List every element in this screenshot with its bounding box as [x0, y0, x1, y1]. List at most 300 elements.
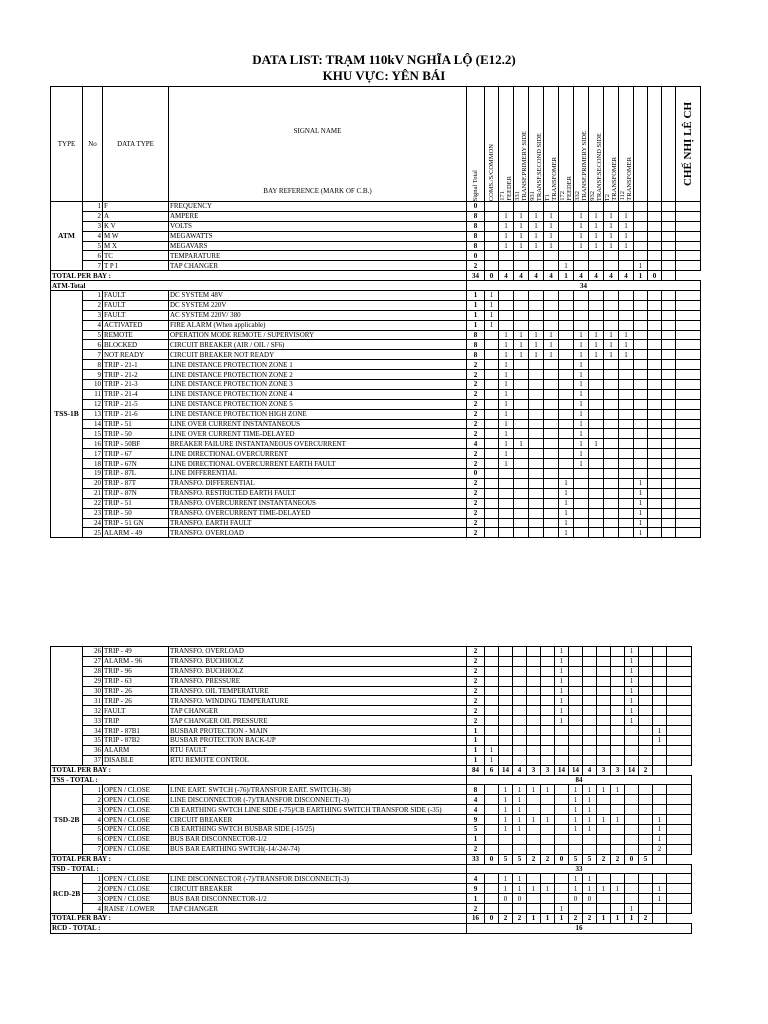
total-value: 4 [619, 271, 634, 281]
bay-value [604, 508, 619, 518]
total-value: 5 [639, 854, 653, 864]
total-value: 0 [485, 854, 499, 864]
bay-value [597, 696, 611, 706]
bay-value [499, 261, 514, 271]
column-header-label: TRANSFOMER [551, 157, 558, 201]
bay-value [514, 478, 529, 488]
bay-value [574, 291, 589, 301]
table-row [51, 449, 701, 459]
bay-value [589, 291, 604, 301]
bay-value [634, 241, 648, 251]
signal-total: 0 [467, 469, 485, 479]
data-type: TRIP - 51 [103, 419, 169, 429]
side-cell [667, 736, 692, 746]
bay-value [555, 815, 569, 825]
signal-total: 1 [467, 834, 485, 844]
bay-value [604, 300, 619, 310]
bay-value [662, 498, 676, 508]
bay-value: 1 [619, 340, 634, 350]
bay-value [514, 261, 529, 271]
bay-value [604, 528, 619, 538]
signal-total: 4 [467, 805, 485, 815]
bay-value [559, 370, 574, 380]
signal-name: FREQUENCY [169, 202, 467, 212]
bay-value [541, 755, 555, 765]
bay-value [541, 656, 555, 666]
signal-total: 8 [467, 340, 485, 350]
side-cell [653, 765, 667, 775]
total-value: 3 [541, 765, 555, 775]
row-number: 1 [83, 785, 103, 795]
total-value: 1 [527, 914, 541, 924]
bay-value: 1 [485, 291, 499, 301]
bay-value [653, 874, 667, 884]
total-value: 4 [604, 271, 619, 281]
bay-value: 1 [514, 241, 529, 251]
bay-value [514, 399, 529, 409]
bay-value [499, 488, 514, 498]
total-value: 5 [583, 854, 597, 864]
data-type: TRIP - 87L [103, 469, 169, 479]
row-number: 4 [83, 320, 103, 330]
signal-total: 2 [467, 419, 485, 429]
bay-value [555, 726, 569, 736]
table-row [51, 726, 692, 736]
signal-total: 2 [467, 478, 485, 488]
bay-value: 1 [574, 380, 589, 390]
signal-name: LINE DISTANCE PROTECTION ZONE 5 [169, 399, 467, 409]
side-cell [667, 745, 692, 755]
bay-value: 1 [499, 399, 514, 409]
table-row [51, 370, 701, 380]
bay-value [597, 844, 611, 854]
bay-value: 1 [583, 805, 597, 815]
bay-value: 1 [634, 261, 648, 271]
bay-value [485, 696, 499, 706]
bay-value [569, 716, 583, 726]
bay-value [541, 795, 555, 805]
bay-value [499, 202, 514, 212]
bay-value: 1 [574, 409, 589, 419]
signal-total: 2 [467, 666, 485, 676]
bay-value [559, 469, 574, 479]
table-row [51, 211, 701, 221]
bay-value: 1 [555, 706, 569, 716]
bay-value [544, 380, 559, 390]
row-number: 14 [83, 419, 103, 429]
group-total-value: 84 [467, 775, 692, 785]
bay-value [634, 300, 648, 310]
bay-value [544, 469, 559, 479]
bay-value [634, 291, 648, 301]
bay-value [597, 716, 611, 726]
table-row [51, 805, 692, 815]
bay-value: 1 [589, 330, 604, 340]
bay-value [604, 380, 619, 390]
bay-value: 1 [499, 231, 514, 241]
bay-value [569, 844, 583, 854]
bay-value [485, 825, 499, 835]
total-value: 6 [485, 765, 499, 775]
signal-name: LINE DIRECTIONAL OVERCURRENT EARTH FAULT [169, 459, 467, 469]
bay-value: 1 [514, 330, 529, 340]
bay-value [604, 429, 619, 439]
side-cell [676, 488, 701, 498]
row-number: 6 [83, 340, 103, 350]
column-header-6 [559, 87, 574, 202]
signal-name: TRANSFO. OVERLOAD [169, 528, 467, 538]
column-header-label: TRANSFOMER [611, 157, 618, 201]
signal-name: LINE OVER CURRENT INSTANTANEOUS [169, 419, 467, 429]
data-type: FAULT [103, 300, 169, 310]
bay-value [648, 469, 662, 479]
bay-value [597, 805, 611, 815]
bay-value [514, 449, 529, 459]
bay-value: 1 [574, 370, 589, 380]
bay-value [604, 419, 619, 429]
bay-value [485, 399, 499, 409]
bay-value [653, 686, 667, 696]
row-number: 37 [83, 755, 103, 765]
bay-value: 1 [513, 825, 527, 835]
bay-value [611, 647, 625, 657]
bay-value [604, 261, 619, 271]
bay-value [514, 310, 529, 320]
bay-value [569, 834, 583, 844]
bay-value [555, 894, 569, 904]
bay-value [529, 399, 544, 409]
signal-name: LINE DISTANCE PROTECTION ZONE 2 [169, 370, 467, 380]
bay-value [529, 498, 544, 508]
bay-value [648, 360, 662, 370]
bay-value: 1 [544, 211, 559, 221]
column-header-label: TRANSF.PRIMERY SIDE [521, 130, 528, 201]
total-value: 4 [574, 271, 589, 281]
bay-value [662, 310, 676, 320]
bay-value [589, 300, 604, 310]
bay-value [648, 300, 662, 310]
bay-value [485, 656, 499, 666]
table-row [51, 894, 692, 904]
bay-value [544, 310, 559, 320]
signal-name: TRANSFO. BUCHHOLZ [169, 666, 467, 676]
bay-value: 1 [499, 380, 514, 390]
bay-value [485, 449, 499, 459]
row-number: 3 [83, 221, 103, 231]
signal-name: TRANSFO. BUCHHOLZ [169, 656, 467, 666]
bay-value [589, 449, 604, 459]
side-cell [653, 914, 667, 924]
bay-value [662, 478, 676, 488]
bay-value [529, 261, 544, 271]
bay-value [619, 370, 634, 380]
bay-value [514, 498, 529, 508]
row-number: 32 [83, 706, 103, 716]
bay-value [662, 202, 676, 212]
signal-name: BREAKER FAILURE INSTANTANEOUS OVERCURRENT [169, 439, 467, 449]
bay-value: 1 [514, 231, 529, 241]
bay-value [604, 449, 619, 459]
bay-value [485, 894, 499, 904]
bay-value [485, 340, 499, 350]
bay-value [648, 528, 662, 538]
bay-value: 1 [589, 231, 604, 241]
group-total-label: TSS - TOTAL : [51, 775, 467, 785]
bay-value: 1 [485, 300, 499, 310]
bay-value [544, 528, 559, 538]
bay-value [662, 251, 676, 261]
bay-value [597, 726, 611, 736]
bay-value [662, 261, 676, 271]
bay-value: 1 [569, 795, 583, 805]
bay-value [648, 508, 662, 518]
row-number: 23 [83, 508, 103, 518]
side-cell [676, 261, 701, 271]
bay-value [639, 656, 653, 666]
bay-value [589, 370, 604, 380]
signal-total: 2 [467, 389, 485, 399]
bay-value: 1 [513, 874, 527, 884]
bay-value [589, 528, 604, 538]
bay-value [589, 498, 604, 508]
total-value: 0 [485, 271, 499, 281]
bay-value [583, 706, 597, 716]
bay-value [639, 805, 653, 815]
bay-value [589, 399, 604, 409]
bay-value: 1 [499, 815, 513, 825]
bay-value [589, 429, 604, 439]
bay-value [611, 894, 625, 904]
signal-total: 2 [467, 686, 485, 696]
bay-value [589, 478, 604, 488]
side-cell [676, 469, 701, 479]
table-row [51, 528, 701, 538]
bay-value: 1 [619, 330, 634, 340]
column-header-1 [485, 87, 499, 202]
bay-value [634, 439, 648, 449]
bay-value: 1 [569, 884, 583, 894]
bay-value [559, 291, 574, 301]
bay-value: 1 [544, 340, 559, 350]
signal-total: 2 [467, 696, 485, 706]
bay-value [544, 459, 559, 469]
side-cell [667, 716, 692, 726]
side-cell [676, 399, 701, 409]
column-header-8 [589, 87, 604, 202]
bay-value: 1 [513, 805, 527, 815]
total-value: 1 [625, 914, 639, 924]
bay-value [604, 291, 619, 301]
bay-value [604, 488, 619, 498]
signal-total: 4 [467, 874, 485, 884]
bay-value [604, 409, 619, 419]
side-cell [676, 478, 701, 488]
bay-value [559, 340, 574, 350]
bay-value [589, 409, 604, 419]
bay-value [574, 508, 589, 518]
bay-value [541, 805, 555, 815]
bay-value: 1 [569, 785, 583, 795]
bay-value: 1 [653, 736, 667, 746]
bay-value: 1 [529, 340, 544, 350]
side-cell [676, 429, 701, 439]
row-number: 12 [83, 399, 103, 409]
bay-value [544, 291, 559, 301]
bay-value [499, 528, 514, 538]
bay-value [634, 350, 648, 360]
column-header-9 [604, 87, 619, 202]
row-number: 2 [83, 211, 103, 221]
row-number: 26 [83, 647, 103, 657]
bay-value [499, 518, 514, 528]
bay-value [662, 370, 676, 380]
bay-value [529, 508, 544, 518]
total-value: 0 [555, 854, 569, 864]
bay-value [544, 399, 559, 409]
bay-value [634, 459, 648, 469]
row-number: 7 [83, 844, 103, 854]
signal-name: TRANSFO. EARTH FAULT [169, 518, 467, 528]
bay-value: 1 [583, 815, 597, 825]
data-type: ALARM - 96 [103, 656, 169, 666]
bay-value: 1 [555, 676, 569, 686]
signal-total: 2 [467, 360, 485, 370]
bay-value [529, 488, 544, 498]
bay-value [559, 251, 574, 261]
column-header-10 [619, 87, 634, 202]
bay-value: 0 [513, 894, 527, 904]
bay-value [574, 300, 589, 310]
signal-total: 9 [467, 815, 485, 825]
bay-value [559, 231, 574, 241]
bay-value [499, 696, 513, 706]
bay-value [541, 844, 555, 854]
bay-value: 1 [529, 330, 544, 340]
bay-value: 1 [513, 815, 527, 825]
bay-value [514, 380, 529, 390]
bay-value [555, 736, 569, 746]
side-cell [667, 795, 692, 805]
side-cell [662, 271, 676, 281]
bay-value: 1 [619, 350, 634, 360]
bay-value [485, 439, 499, 449]
bay-value [514, 251, 529, 261]
bay-value [544, 449, 559, 459]
bay-value [639, 894, 653, 904]
bay-value [485, 785, 499, 795]
bay-value [527, 844, 541, 854]
bay-value [527, 894, 541, 904]
bay-value [648, 251, 662, 261]
bay-value [648, 439, 662, 449]
bay-value [634, 221, 648, 231]
bay-value [485, 884, 499, 894]
bay-value: 1 [559, 508, 574, 518]
bay-value: 1 [485, 755, 499, 765]
total-value: 1 [541, 914, 555, 924]
bay-value: 1 [541, 785, 555, 795]
side-cell [676, 409, 701, 419]
side-cell [667, 726, 692, 736]
bay-value: 1 [653, 726, 667, 736]
bay-value [634, 340, 648, 350]
bay-value [485, 716, 499, 726]
bay-value [485, 261, 499, 271]
signal-total: 2 [467, 399, 485, 409]
side-cell [676, 231, 701, 241]
column-header-label: 932 [589, 191, 596, 201]
bay-value: 1 [634, 518, 648, 528]
bay-value [611, 706, 625, 716]
bay-value [634, 360, 648, 370]
total-value: 0 [648, 271, 662, 281]
bay-value [634, 380, 648, 390]
row-number: 5 [83, 825, 103, 835]
group-total-label: RCD - TOTAL : [51, 923, 467, 933]
row-number: 29 [83, 676, 103, 686]
bay-value: 1 [625, 656, 639, 666]
bay-value: 1 [589, 221, 604, 231]
bay-reference-label: BAY REFERENCE (MARK OF C.B.) [263, 187, 372, 195]
row-number: 31 [83, 696, 103, 706]
signal-total: 8 [467, 330, 485, 340]
bay-value [634, 409, 648, 419]
bay-value [529, 251, 544, 261]
side-cell [667, 894, 692, 904]
bay-value [559, 429, 574, 439]
total-label: TOTAL PER BAY : [51, 914, 467, 924]
column-header-label: FEEDER [566, 176, 573, 201]
bay-value [611, 696, 625, 706]
bay-value [559, 459, 574, 469]
data-type: TRIP - 96 [103, 666, 169, 676]
data-type: TRIP - 21-4 [103, 389, 169, 399]
bay-value [529, 419, 544, 429]
bay-value [611, 716, 625, 726]
bay-value [619, 419, 634, 429]
bay-value [634, 330, 648, 340]
bay-value [662, 330, 676, 340]
bay-value [529, 459, 544, 469]
total-value: 3 [611, 765, 625, 775]
bay-value [648, 241, 662, 251]
total-value: 1 [634, 271, 648, 281]
bay-value [662, 291, 676, 301]
total-value: 2 [639, 765, 653, 775]
bay-value [569, 706, 583, 716]
page-title: DATA LIST: TRẠM 110kV NGHĨA LỘ (E12.2) [252, 52, 516, 67]
bay-value: 0 [569, 894, 583, 904]
signal-total: 4 [467, 795, 485, 805]
side-cell [676, 459, 701, 469]
bay-value [513, 844, 527, 854]
type-header: TYPE [51, 87, 83, 202]
side-cell [676, 202, 701, 212]
bay-value [648, 370, 662, 380]
bay-value [604, 469, 619, 479]
row-number: 36 [83, 745, 103, 755]
data-type: A [103, 211, 169, 221]
bay-value: 1 [574, 360, 589, 370]
table-row [51, 478, 701, 488]
bay-value [648, 498, 662, 508]
bay-value [648, 518, 662, 528]
signal-total: 2 [467, 380, 485, 390]
bay-value [541, 745, 555, 755]
bay-value [485, 409, 499, 419]
bay-value: 1 [555, 716, 569, 726]
bay-value [499, 469, 514, 479]
